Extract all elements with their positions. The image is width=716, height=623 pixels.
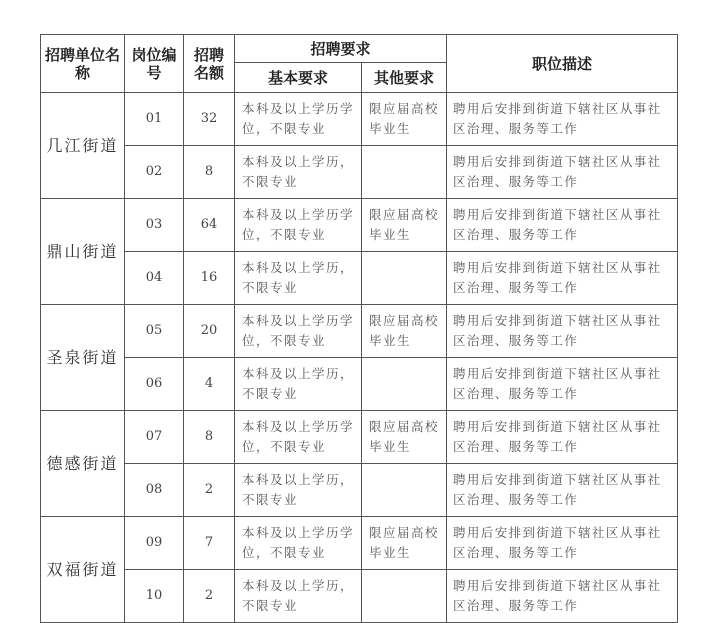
position-code: 03 [125, 199, 184, 252]
table-row [41, 464, 678, 517]
basic-requirement: 本科及以上学历学位，不限专业 [235, 305, 362, 358]
position-code: 05 [125, 305, 184, 358]
table-row [41, 411, 678, 464]
position-count: 16 [184, 252, 235, 305]
table-row [41, 570, 678, 623]
other-requirement: 限应届高校毕业生 [362, 305, 447, 358]
table-row [41, 358, 678, 411]
header-unit: 招聘单位名称 [41, 35, 125, 93]
position-count: 4 [184, 358, 235, 411]
position-description: 聘用后安排到街道下辖社区从事社区治理、服务等工作 [447, 93, 678, 146]
basic-requirement: 本科及以上学历学位，不限专业 [235, 411, 362, 464]
basic-requirement: 本科及以上学历学位，不限专业 [235, 517, 362, 570]
header-requirements: 招聘要求 [235, 35, 447, 63]
table-row [41, 517, 678, 570]
position-code: 04 [125, 252, 184, 305]
position-code: 08 [125, 464, 184, 517]
other-requirement [362, 146, 447, 199]
position-code: 09 [125, 517, 184, 570]
basic-requirement: 本科及以上学历，不限专业 [235, 570, 362, 623]
position-description: 聘用后安排到街道下辖社区从事社区治理、服务等工作 [447, 517, 678, 570]
header-count: 招聘名额 [184, 35, 235, 93]
unit-name: 圣泉街道 [41, 305, 125, 411]
unit-name: 鼎山街道 [41, 199, 125, 305]
position-count: 2 [184, 464, 235, 517]
position-count: 7 [184, 517, 235, 570]
other-requirement: 限应届高校毕业生 [362, 199, 447, 252]
table-row [41, 93, 678, 146]
unit-name: 双福街道 [41, 517, 125, 623]
position-description: 聘用后安排到街道下辖社区从事社区治理、服务等工作 [447, 146, 678, 199]
other-requirement: 限应届高校毕业生 [362, 93, 447, 146]
basic-requirement: 本科及以上学历学位，不限专业 [235, 93, 362, 146]
other-requirement [362, 464, 447, 517]
header-basic: 基本要求 [235, 63, 362, 93]
header-desc: 职位描述 [447, 35, 678, 93]
other-requirement: 限应届高校毕业生 [362, 411, 447, 464]
position-description: 聘用后安排到街道下辖社区从事社区治理、服务等工作 [447, 358, 678, 411]
position-count: 8 [184, 411, 235, 464]
position-count: 8 [184, 146, 235, 199]
position-description: 聘用后安排到街道下辖社区从事社区治理、服务等工作 [447, 252, 678, 305]
other-requirement [362, 358, 447, 411]
table-row [41, 146, 678, 199]
position-count: 20 [184, 305, 235, 358]
position-description: 聘用后安排到街道下辖社区从事社区治理、服务等工作 [447, 411, 678, 464]
basic-requirement: 本科及以上学历学位，不限专业 [235, 199, 362, 252]
position-description: 聘用后安排到街道下辖社区从事社区治理、服务等工作 [447, 305, 678, 358]
recruitment-table [40, 34, 678, 623]
position-description: 聘用后安排到街道下辖社区从事社区治理、服务等工作 [447, 570, 678, 623]
position-count: 2 [184, 570, 235, 623]
other-requirement [362, 570, 447, 623]
basic-requirement: 本科及以上学历，不限专业 [235, 358, 362, 411]
basic-requirement: 本科及以上学历，不限专业 [235, 146, 362, 199]
position-count: 64 [184, 199, 235, 252]
other-requirement [362, 252, 447, 305]
position-code: 01 [125, 93, 184, 146]
other-requirement: 限应届高校毕业生 [362, 517, 447, 570]
position-code: 06 [125, 358, 184, 411]
unit-name: 几江街道 [41, 93, 125, 199]
basic-requirement: 本科及以上学历，不限专业 [235, 252, 362, 305]
position-description: 聘用后安排到街道下辖社区从事社区治理、服务等工作 [447, 464, 678, 517]
position-code: 10 [125, 570, 184, 623]
header-other: 其他要求 [362, 63, 447, 93]
table-row [41, 252, 678, 305]
table-row [41, 199, 678, 252]
table-row [41, 305, 678, 358]
position-description: 聘用后安排到街道下辖社区从事社区治理、服务等工作 [447, 199, 678, 252]
header-code: 岗位编号 [125, 35, 184, 93]
position-code: 07 [125, 411, 184, 464]
position-code: 02 [125, 146, 184, 199]
position-count: 32 [184, 93, 235, 146]
unit-name: 德感街道 [41, 411, 125, 517]
basic-requirement: 本科及以上学历，不限专业 [235, 464, 362, 517]
